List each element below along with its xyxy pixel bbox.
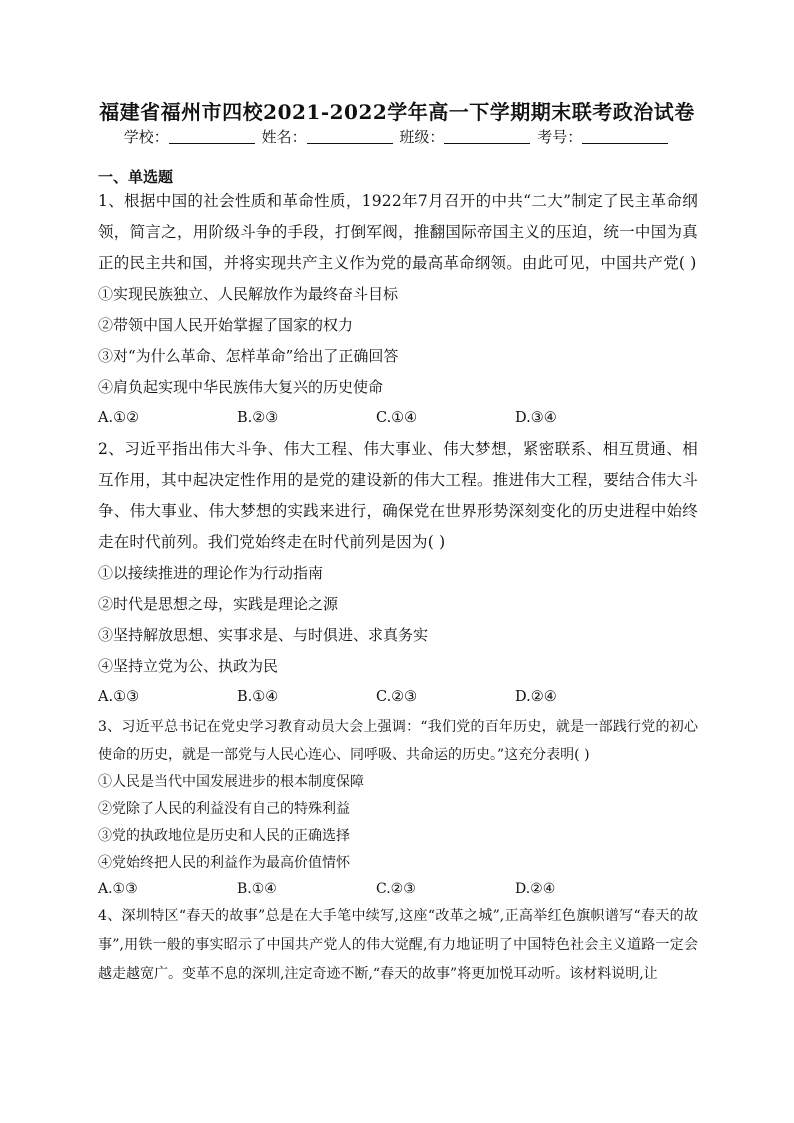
answer-choices xyxy=(98,403,698,434)
question-2 xyxy=(98,434,698,713)
name-label: 姓名： xyxy=(261,128,307,146)
page-title: 福建省福州市四校2021-2022学年高一下学期期末联考政治试卷 xyxy=(99,100,695,124)
question-list xyxy=(98,186,698,989)
question-3 xyxy=(98,713,698,902)
choice-a[interactable]: A.①③ xyxy=(98,689,140,705)
question-1 xyxy=(98,186,698,434)
question-4 xyxy=(98,902,698,989)
statement-option: ①以接续推进的理论作为行动指南 xyxy=(98,564,324,582)
answer-choices xyxy=(98,877,698,902)
statement-option: ②带领中国人民开始掌握了国家的权力 xyxy=(98,316,354,334)
statement-option: ③对“为什么革命、怎样革命”给出了正确回答 xyxy=(98,347,399,365)
statement-option: ①人民是当代中国发展进步的根本制度保障 xyxy=(98,774,364,790)
statement-option: ①实现民族独立、人民解放作为最终奋斗目标 xyxy=(98,285,399,303)
statement-option: ④党始终把人民的利益作为最高价值情怀 xyxy=(98,855,350,871)
exam-number-label: 考号： xyxy=(537,128,583,146)
choice-c[interactable]: C.②③ xyxy=(376,881,416,897)
statement-option: ②时代是思想之母，实践是理论之源 xyxy=(98,595,339,613)
choice-a[interactable]: A.①② xyxy=(98,410,140,426)
name-blank[interactable] xyxy=(307,129,393,144)
student-info-line xyxy=(0,126,794,147)
statement-option: ④坚持立党为公、执政为民 xyxy=(98,657,279,675)
statement-option: ③党的执政地位是历史和人民的正确选择 xyxy=(98,828,350,844)
choice-d[interactable]: D.②④ xyxy=(515,881,556,897)
statement-option: ③坚持解放思想、实事求是、与时俱进、求真务实 xyxy=(98,626,429,644)
school-blank[interactable] xyxy=(169,129,255,144)
choice-a[interactable]: A.①③ xyxy=(98,881,138,897)
question-stem: 4、深圳特区“春天的故事”总是在大手笔中续写,这座“改革之城”,正高举红色旗帜谱写“春天的故事”,用铁一般的事实昭示了中国共产党人的伟大觉醒,有力地证明了中国特色社会主义道路一定会越走越宽广。变革不息的深圳,注定奇迹不断,“春天的故事”将更加悦耳动听。该材料说明,让 xyxy=(98,908,698,982)
choice-b[interactable]: B.②③ xyxy=(237,410,279,426)
school-label: 学校： xyxy=(123,128,169,146)
choice-b[interactable]: B.①④ xyxy=(237,881,277,897)
choice-d[interactable]: D.②④ xyxy=(515,689,557,705)
statement-option: ②党除了人民的利益没有自己的特殊利益 xyxy=(98,801,350,817)
statement-option: ④肩负起实现中华民族伟大复兴的历史使命 xyxy=(98,378,384,396)
section-heading: 一、单选题 xyxy=(98,168,174,186)
choice-b[interactable]: B.①④ xyxy=(237,689,279,705)
question-stem: 2、习近平指出伟大斗争、伟大工程、伟大事业、伟大梦想，紧密联系、相互贯通、相互作用，其中起决定性作用的是党的建设新的伟大工程。推进伟大工程，要结合伟大斗争、伟大事业、伟大梦想的实践来进行，确保党在世界形势深刻变化的历史进程中始终走在时代前列。我们党始终走在时代前列是因为( ) xyxy=(98,440,698,551)
class-label: 班级： xyxy=(399,128,445,146)
answer-choices xyxy=(98,682,698,713)
choice-d[interactable]: D.③④ xyxy=(515,410,557,426)
question-stem: 3、习近平总书记在党史学习教育动员大会上强调：“我们党的百年历史，就是一部践行党的初心使命的历史，就是一部党与人民心连心、同呼吸、共命运的历史。”这充分表明( ) xyxy=(98,719,698,763)
choice-c[interactable]: C.②③ xyxy=(376,689,418,705)
question-stem: 1、根据中国的社会性质和革命性质，1922年7月召开的中共“二大”制定了民主革命纲领，简言之，用阶级斗争的手段，打倒军阀，推翻国际帝国主义的压迫，统一中国为真正的民主共和国，并将实现共产主义作为党的最高革命纲领。由此可见，中国共产党( ) xyxy=(98,192,698,272)
choice-c[interactable]: C.①④ xyxy=(376,410,418,426)
exam-number-blank[interactable] xyxy=(582,129,668,144)
class-blank[interactable] xyxy=(444,129,530,144)
